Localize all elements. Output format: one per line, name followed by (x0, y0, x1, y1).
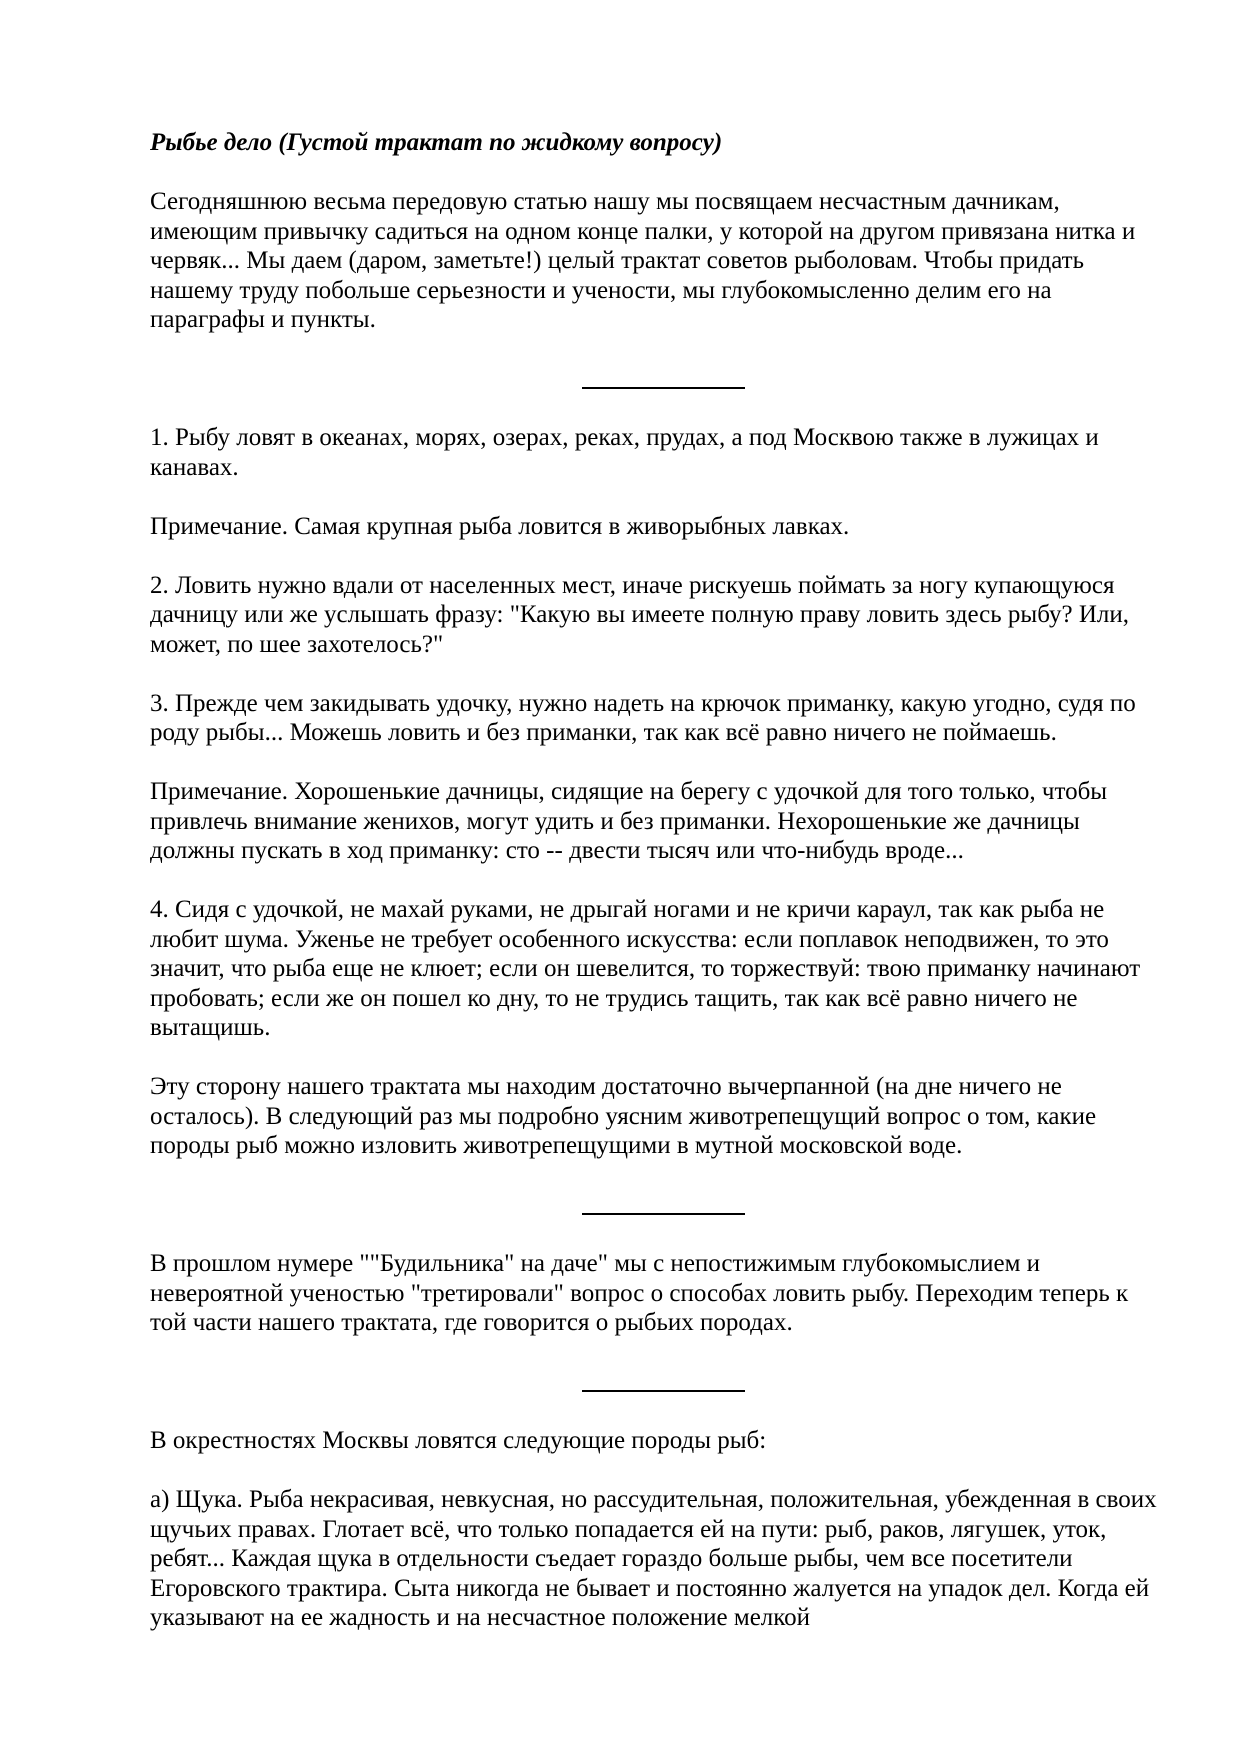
divider-rule (582, 1390, 745, 1392)
document-title: Рыбье дело (Густой трактат по жидкому вопросу) (150, 129, 723, 156)
paragraph-pike: а) Щука. Рыба некрасивая, невкусная, но рассудительная, положительная, убежденная в своих щучьих правах. Глотает всё, что только попадается ей на пути: рыб, раков, лягушек, уток, ребят... Каждая щука в отдельности съедает гораздо больше рыбы, чем все посетители Егоровского трактира. Сыта никогда не бывает и постоянно жалуется на упадок дел. Когда ей указывают на ее жадность и на несчастное положение мелкой (150, 1486, 1157, 1631)
paragraph-note-2: Примечание. Хорошенькие дачницы, сидящие на берегу с удочкой для того только, чтобы привлечь внимание женихов, могут удить и без приманки. Нехорошенькие же дачницы должны пускать в ход приманку: сто -- двести тысяч или что-нибудь вроде... (150, 778, 1108, 864)
paragraph-note-1: Примечание. Самая крупная рыба ловится в живорыбных лавках. (150, 512, 850, 540)
paragraph-breeds-intro: В окрестностях Москвы ловятся следующие породы рыб: (150, 1427, 767, 1454)
paragraph-item-4: 4. Сидя с удочкой, не махай руками, не дрыгай ногами и не кричи караул, так как рыба не любит шума. Уженье не требует особенного искусства: если поплавок неподвижен, то это значит, что рыба еще не клюет; если он шевелится, то торжествуй: твою приманку начинают пробовать; если же он пошел ко дну, то не трудись тащить, так как всё равно ничего не вытащишь. (150, 896, 1141, 1041)
divider-rule (582, 1213, 745, 1215)
section-divider-2 (150, 1190, 1161, 1220)
paragraph-item-2: 2. Ловить нужно вдали от населенных мест, иначе рискуешь поймать за ногу купающуюся дачницу или же услышать фразу: "Какую вы имеете полную праву ловить здесь рыбу? Или, может, по шее захотелось?" (150, 571, 1130, 658)
paragraph-intro: Сегодняшнюю весьма передовую статью нашу мы посвящаем несчастным дачникам, имеющим привычку садиться на одном конце палки, у которой на другом привязана нитка и червяк... Мы даем (даром, заметьте!) целый трактат советов рыболовам. Чтобы придать нашему труду побольше серьезности и учености, мы глубокомысленно делим его на параграфы и пункты. (150, 188, 1136, 333)
paragraph-item-1: 1. Рыбу ловят в океанах, морях, озерах, реках, прудах, а под Москвою также в лужицах и канавах. (150, 424, 1099, 481)
section-divider-3 (150, 1367, 1161, 1397)
paragraph-past-issue: В прошлом нумере ""Будильника" на даче" мы с непостижимым глубокомыслием и невероятной ученостью "третировали" вопрос о способах ловить рыбу. Переходим теперь к той части нашего трактата, где говорится о рыбьих породах. (150, 1250, 1129, 1336)
section-divider-1 (150, 364, 1161, 394)
paragraph-item-3: 3. Прежде чем закидывать удочку, нужно надеть на крючок приманку, какую угодно, судя по роду рыбы... Можешь ловить и без приманки, так как всё равно ничего не поймаешь. (150, 689, 1136, 746)
paragraph-closing: Эту сторону нашего трактата мы находим достаточно вычерпанной (на дне ничего не осталось). В следующий раз мы подробно уясним животрепещущий вопрос о том, какие породы рыб можно изловить животрепещущими в мутной московской воде. (150, 1073, 1097, 1159)
divider-rule (582, 387, 745, 389)
